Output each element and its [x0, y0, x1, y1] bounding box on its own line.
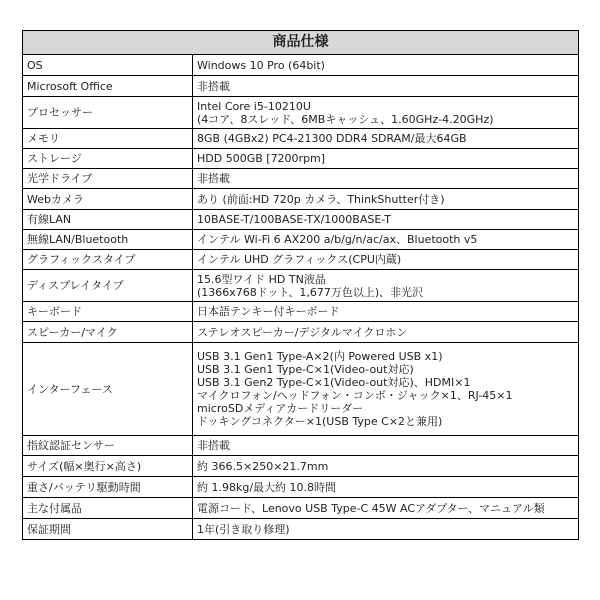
- spec-label: 保証期間: [23, 519, 193, 540]
- spec-value: 10BASE-T/100BASE-TX/1000BASE-T: [193, 210, 579, 230]
- spec-label: プロセッサー: [23, 97, 193, 129]
- spec-value: USB 3.1 Gen1 Type-A×2(内 Powered USB x1) USB 3.1 Gen1 Type-C×1(Video-out対応) USB 3.1 Gen2 Type-C×1(Video-out対応)、HDMI×1 マイクロフォン/ヘッドフォン・コンボ・ジャック×1、RJ-45×1 microSDメディアカードリーダー ドッキングコネクター×1(USB Type C×2と兼用): [193, 343, 579, 436]
- table-title: 商品仕様: [23, 31, 579, 55]
- spec-label: メモリ: [23, 129, 193, 149]
- spec-value: あり (前面:HD 720p カメラ、ThinkShutter付き): [193, 189, 579, 210]
- spec-label: インターフェース: [23, 343, 193, 436]
- table-row: [23, 250, 579, 270]
- spec-label: 指紋認証センサー: [23, 436, 193, 456]
- spec-body: [23, 55, 579, 540]
- table-row: [23, 519, 579, 540]
- spec-value: 約 366.5×250×21.7mm: [193, 456, 579, 477]
- table-row: [23, 436, 579, 456]
- spec-label: Microsoft Office: [23, 76, 193, 97]
- table-row: [23, 210, 579, 230]
- table-row: [23, 97, 579, 129]
- spec-value: 約 1.98kg/最大約 10.8時間: [193, 477, 579, 498]
- spec-label: サイズ(幅×奥行×高さ): [23, 456, 193, 477]
- spec-value: 1年(引き取り修理): [193, 519, 579, 540]
- spec-value: 非搭載: [193, 76, 579, 97]
- spec-label: スピーカー/マイク: [23, 322, 193, 343]
- spec-label: ストレージ: [23, 149, 193, 169]
- spec-value: HDD 500GB [7200rpm]: [193, 149, 579, 169]
- table-row: [23, 169, 579, 189]
- table-row: [23, 302, 579, 322]
- table-row: [23, 343, 579, 436]
- table-row: [23, 498, 579, 519]
- spec-value: 日本語テンキー付キーボード: [193, 302, 579, 322]
- spec-value: 8GB (4GBx2) PC4-21300 DDR4 SDRAM/最大64GB: [193, 129, 579, 149]
- spec-label: Webカメラ: [23, 189, 193, 210]
- spec-label: 有線LAN: [23, 210, 193, 230]
- spec-value: Intel Core i5-10210U (4コア、8スレッド、6MBキャッシュ、1.60GHz-4.20GHz): [193, 97, 579, 129]
- spec-label: 光学ドライブ: [23, 169, 193, 189]
- spec-value: Windows 10 Pro (64bit): [193, 55, 579, 76]
- table-row: [23, 129, 579, 149]
- spec-value: 非搭載: [193, 436, 579, 456]
- spec-label: OS: [23, 55, 193, 76]
- table-row: [23, 270, 579, 302]
- spec-label: ディスプレイタイプ: [23, 270, 193, 302]
- spec-value: インテル Wi-Fi 6 AX200 a/b/g/n/ac/ax、Bluetooth v5: [193, 230, 579, 250]
- spec-value: 非搭載: [193, 169, 579, 189]
- spec-value: ステレオスピーカー/デジタルマイクロホン: [193, 322, 579, 343]
- spec-value: 15.6型ワイド HD TN液晶 (1366x768ドット、1,677万色以上)、非光沢: [193, 270, 579, 302]
- table-row: [23, 322, 579, 343]
- spec-label: キーボード: [23, 302, 193, 322]
- spec-value: 電源コード、Lenovo USB Type-C 45W ACアダプター、マニュアル類: [193, 498, 579, 519]
- table-row: [23, 189, 579, 210]
- table-row: [23, 149, 579, 169]
- spec-label: 無線LAN/Bluetooth: [23, 230, 193, 250]
- table-row: [23, 230, 579, 250]
- spec-label: グラフィックスタイプ: [23, 250, 193, 270]
- table-row: [23, 456, 579, 477]
- spec-value: インテル UHD グラフィックス(CPU内蔵): [193, 250, 579, 270]
- table-row: [23, 55, 579, 76]
- table-row: [23, 477, 579, 498]
- spec-label: 主な付属品: [23, 498, 193, 519]
- spec-table: [22, 30, 579, 540]
- table-row: [23, 76, 579, 97]
- spec-label: 重さ/バッテリ駆動時間: [23, 477, 193, 498]
